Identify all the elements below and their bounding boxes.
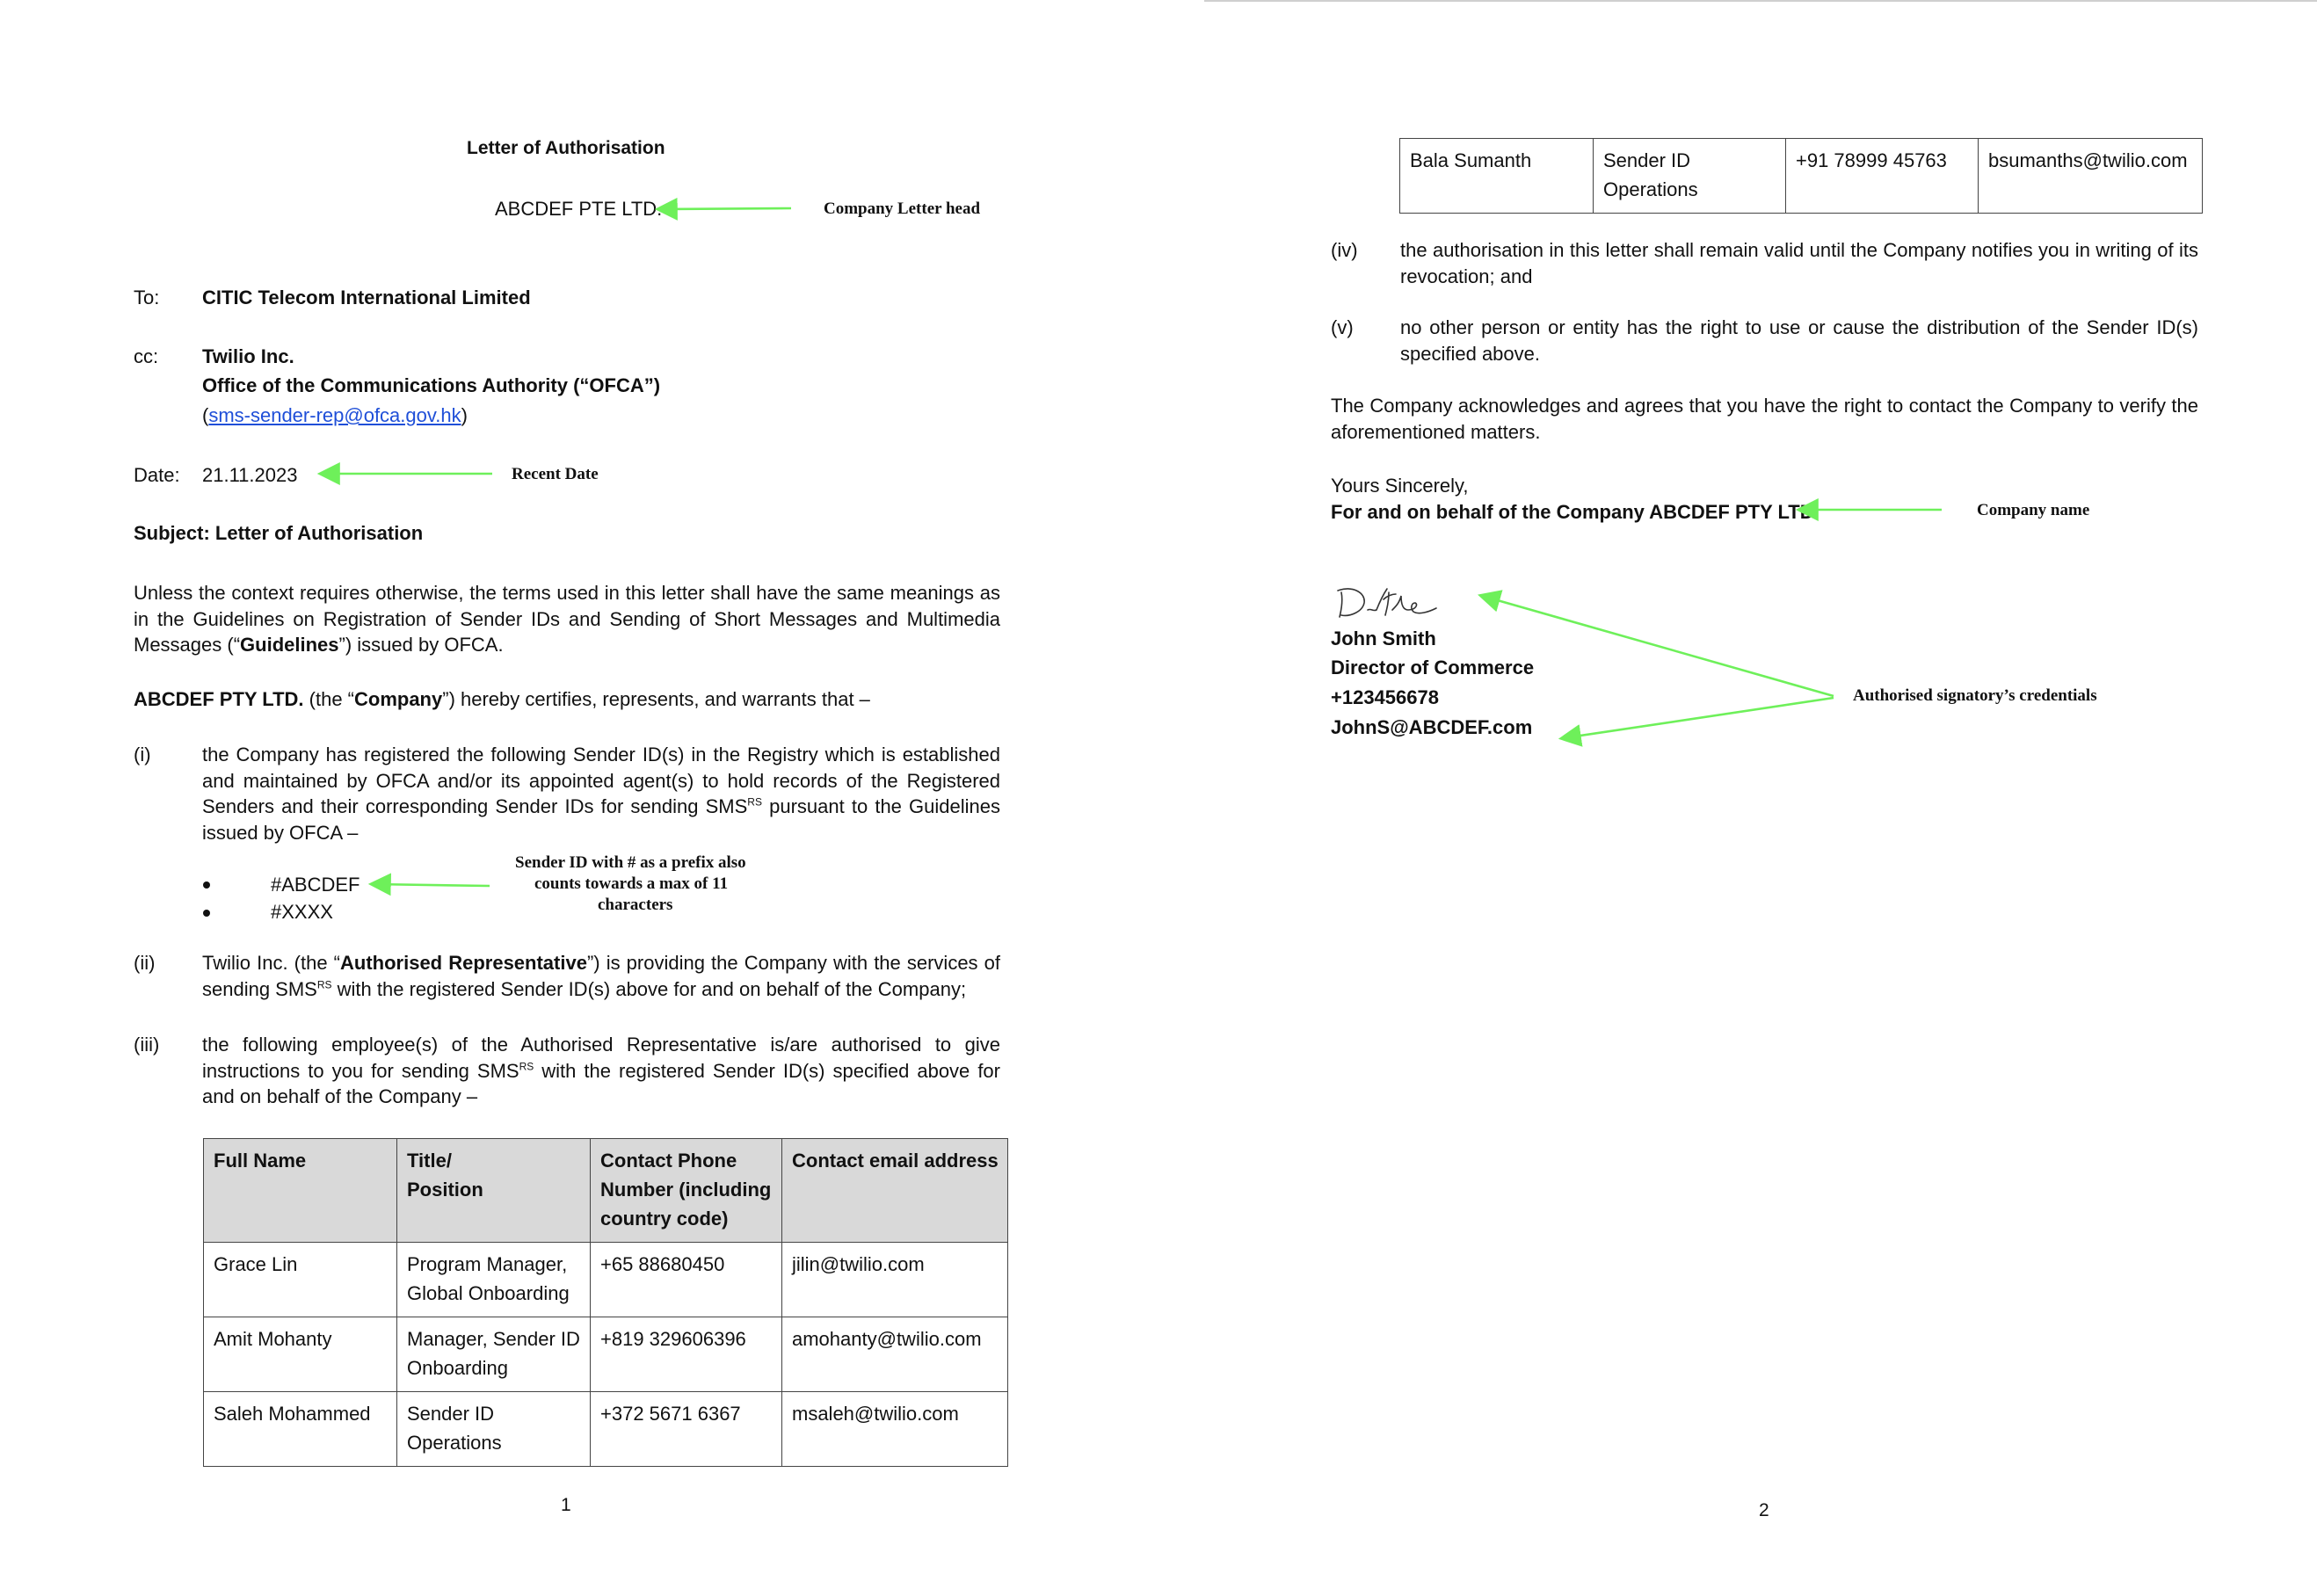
- annotation-sender-id-line3: characters: [598, 896, 673, 914]
- item-iii-label: (iii): [134, 1034, 160, 1056]
- item-iii-text-1: the following employee(s) of the Authorised Representative is/are authorised to give instructions to you for sending SMS: [202, 1034, 1000, 1082]
- cell-email: msaleh@twilio.com: [782, 1392, 1008, 1467]
- annotation-letterhead: Company Letter head: [824, 200, 981, 218]
- item-v-text: no other person or entity has the right to use or cause the distribution of the Sender ID(s) specified above.: [1400, 316, 2198, 365]
- cc-recipient-ofca: Office of the Communications Authority (“OFCA”): [202, 374, 661, 396]
- item-i-superscript: RS: [747, 795, 762, 809]
- cell-phone: +91 78999 45763: [1786, 139, 1979, 214]
- signer-title: Director of Commerce: [1331, 657, 1535, 678]
- item-i-text-1: the Company has registered the following Sender ID(s) in the Registry which is established and maintained by OFCA and/or its appointed agent(s) to hold records of the Registered Senders and their corresponding Sender IDs for sending SMS: [202, 744, 1000, 817]
- item-iv-label: (iv): [1331, 239, 1358, 261]
- cc-recipient-twilio: Twilio Inc.: [202, 345, 294, 367]
- arrow-to-sender-id: [373, 884, 490, 886]
- cc-label: cc:: [134, 345, 159, 367]
- cell-title: Sender ID Operations: [1594, 139, 1786, 214]
- header-title-position: Title/ Position: [397, 1139, 591, 1243]
- cell-phone: +372 5671 6367: [591, 1392, 782, 1467]
- cell-email: bsumanths@twilio.com: [1979, 139, 2203, 214]
- item-i-label: (i): [134, 744, 151, 765]
- date-label: Date:: [134, 464, 180, 486]
- annotation-sender-id-line1: Sender ID with # as a prefix also: [515, 853, 746, 872]
- authorised-representative-term: Authorised Representative: [340, 952, 587, 974]
- paren-open: (: [202, 404, 209, 426]
- item-i-text-2: pursuant to the Guidelines issued by OFCA –: [202, 795, 1000, 844]
- sender-id-2: #XXXX: [271, 901, 333, 923]
- intro-guidelines-term: Guidelines: [240, 634, 339, 656]
- cell-phone: +65 88680450: [591, 1243, 782, 1317]
- annotation-credentials: Authorised signatory’s credentials: [1853, 686, 2097, 705]
- cell-full-name: Bala Sumanth: [1400, 139, 1594, 214]
- header-contact-email: Contact email address: [782, 1139, 1008, 1243]
- company-letterhead: ABCDEF PTE LTD.: [495, 198, 663, 220]
- intro-text-2: ”) issued by OFCA.: [338, 634, 504, 656]
- header-full-name: Full Name: [204, 1139, 397, 1243]
- arrow-to-signer-email: [1563, 698, 1834, 738]
- item-iii-superscript: RS: [519, 1060, 534, 1073]
- closing-line: Yours Sincerely,: [1331, 475, 1469, 497]
- item-iv-text: the authorisation in this letter shall remain valid until the Company notifies you in writing of its revocation; and: [1400, 239, 2198, 287]
- item-ii-text-3: with the registered Sender ID(s) above for and on behalf of the Company;: [331, 977, 967, 1000]
- signer-email: JohnS@ABCDEF.com: [1331, 716, 1533, 738]
- arrow-to-letterhead: [659, 208, 791, 209]
- to-label: To:: [134, 287, 160, 308]
- cell-title: Manager, Sender ID Onboarding: [397, 1317, 591, 1392]
- page-number-2: 2: [1759, 1500, 1769, 1520]
- certify-text-2: ”) hereby certifies, represents, and warrants that –: [442, 688, 870, 710]
- subject-line: Subject: Letter of Authorisation: [134, 522, 424, 544]
- certify-company-term: Company: [354, 688, 443, 710]
- cell-phone: +819 329606396: [591, 1317, 782, 1392]
- acknowledge-paragraph: The Company acknowledges and agrees that you have the right to contact the Company to verify the aforementioned matters.: [1331, 395, 2198, 443]
- item-ii-superscript: RS: [316, 978, 332, 991]
- page-number-1: 1: [561, 1495, 571, 1515]
- paren-close: ): [461, 404, 468, 426]
- annotation-company-name: Company name: [1977, 501, 2090, 519]
- letter-title: Letter of Authorisation: [467, 138, 665, 158]
- item-iii-text-2: with the registered Sender ID(s) specified above for and on behalf of the Company –: [202, 1059, 1000, 1107]
- cell-full-name: Amit Mohanty: [204, 1317, 397, 1392]
- arrow-to-signature: [1482, 596, 1834, 696]
- intro-text-1: Unless the context requires otherwise, the terms used in this letter shall have the same meanings as in the Guidelines on Registration of Sender IDs and Sending of Short Messages and Multimedia Messages (“: [134, 582, 1000, 656]
- item-ii-label: (ii): [134, 952, 156, 974]
- certify-text-1: (the “: [303, 688, 354, 710]
- item-v-label: (v): [1331, 316, 1354, 338]
- item-ii-text-1: Twilio Inc. (the “: [202, 952, 340, 974]
- cell-title: Sender ID Operations: [397, 1392, 591, 1467]
- item-ii-text-2: ”) is providing the Company with the services of sending SMS: [202, 952, 1001, 1000]
- to-recipient: CITIC Telecom International Limited: [202, 287, 531, 308]
- cell-email: amohanty@twilio.com: [782, 1317, 1008, 1392]
- date-value: 21.11.2023: [202, 464, 298, 486]
- cell-email: jilin@twilio.com: [782, 1243, 1008, 1317]
- ofca-email-link[interactable]: sms-sender-rep@ofca.gov.hk: [208, 404, 461, 426]
- signer-name: John Smith: [1331, 628, 1436, 649]
- annotation-sender-id-line2: counts towards a max of 11: [534, 874, 729, 893]
- header-contact-phone: Contact Phone Number (including country code): [591, 1139, 782, 1243]
- cell-title: Program Manager, Global Onboarding: [397, 1243, 591, 1317]
- cell-full-name: Grace Lin: [204, 1243, 397, 1317]
- certify-company-name: ABCDEF PTY LTD.: [134, 688, 304, 710]
- signer-phone: +123456678: [1331, 686, 1439, 708]
- on-behalf-line: For and on behalf of the Company ABCDEF PTY LTD.: [1331, 501, 1819, 523]
- sender-id-1: #ABCDEF: [271, 874, 360, 896]
- annotation-recent-date: Recent Date: [512, 465, 599, 483]
- cell-full-name: Saleh Mohammed: [204, 1392, 397, 1467]
